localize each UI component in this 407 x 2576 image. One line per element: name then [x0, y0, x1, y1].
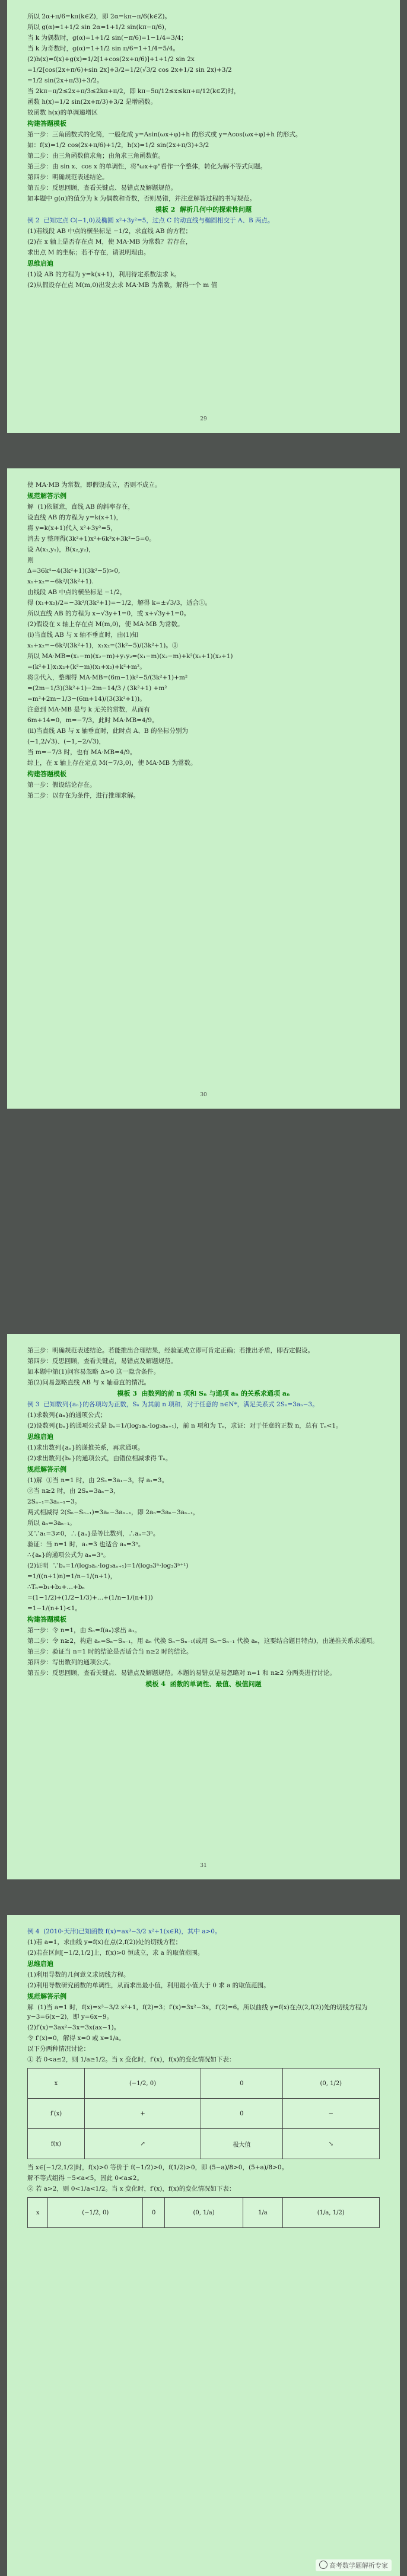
text-line: 验证：当 n=1 时，a₁=3 也适合 aₙ=3ⁿ。 [27, 1541, 145, 1548]
page-number: 29 [200, 416, 207, 422]
text-line: =(1−1/2)+(1/2−1/3)+…+(1/n−1/(n+1)) [27, 1594, 153, 1601]
text-line: 设 A(x₁,y₁)，B(x₂,y₂)， [27, 546, 95, 553]
page-1-body [27, 12, 380, 290]
text-line: (2)证明 ∵bₙ=1/(log₃aₙ·log₃aₙ₊₁)=1/(log₃3ⁿ·log₃3ⁿ⁺¹) [27, 1562, 189, 1569]
text-line: ② 若 a>2，则 0<1/a<1/2。当 x 变化时，f′(x)，f(x)的变化情况如下表： [27, 2185, 236, 2192]
section-heading: 思维启迪 [27, 1960, 53, 1968]
section-heading: 规范解答示例 [27, 492, 66, 500]
page-gap [0, 433, 407, 468]
section-heading: 规范解答示例 [27, 1993, 66, 2000]
text-line: 如：f(x)=1/2 cos(2x+π/6)+1/2，h(x)=1/2 sin(2x+π/3)+3/2 [27, 142, 209, 149]
table-cell: (−1/2, 0) [48, 2198, 143, 2228]
page-number: 30 [200, 1092, 207, 1098]
text-line: 解不等式组得 −5<a<5，因此 0<a≤2。 [27, 2175, 143, 2182]
text-line: 两式相减得 2(Sₙ−Sₙ₋₁)=3aₙ−3aₙ₋₁，即 2aₙ=3aₙ−3aₙ₋₁， [27, 1509, 199, 1516]
text-line: 解 (1)当 a=1 时，f(x)=x³−3/2 x²+1，f(2)=3；f′(x)=3x²−3x，f′(2)=6。所以曲线 y=f(x)在点(2,f(2))处的切线方程为 y−3=6(x−2)，即 y=6x−9。 [27, 2004, 370, 2020]
table-cell: 0 [201, 2069, 282, 2099]
text-line: 第二步：以存在为条件，进行推理求解。 [27, 792, 139, 799]
text-line: (1)求数列{aₙ}的通项公式； [27, 1412, 107, 1419]
document-page-4 [7, 1915, 400, 2576]
text-line: =1/2[cos(2x+π/6)+sin 2x]+3/2=1/2(√3/2 cos 2x+1/2 sin 2x)+3/2 [27, 66, 232, 74]
text-line: =(2m−1/3)(3k²+1)−2m−14/3 / (3k²+1) +m² [27, 685, 167, 692]
text-line: 当 k 为偶数时，g(α)=1+1/2 sin(−π/6)=1−1/4=3/4； [27, 34, 187, 42]
text-line: 所以 MA·MB=(x₁−m)(x₂−m)+y₁y₂=(x₁−m)(x₂−m)+k²(x₁+1)(x₂+1) [27, 653, 233, 660]
text-line: 所以 2α+π/6=kπ(k∈Z)，即 2α=kπ−π/6(k∈Z)。 [27, 13, 171, 20]
text-line: (1)解 ①当 n=1 时，由 2S₁=3a₁−3，得 a₁=3。 [27, 1477, 168, 1484]
table-cell: 0 [143, 2198, 164, 2228]
table-cell: f(x) [28, 2129, 85, 2159]
text-line: (2)若在区间[−1/2,1/2]上，f(x)>0 恒成立，求 a 的取值范围。 [27, 1949, 204, 1956]
text-line: 如本题中第(1)问容易忽略 Δ>0 这一隐含条件。 [27, 1368, 160, 1375]
text-line: 设直线 AB 的方程为 y=k(x+1)， [27, 514, 122, 521]
text-line: x₁+x₂=−6k²/(3k²+1). [27, 578, 94, 585]
section-heading: 构建答题模板 [27, 770, 66, 778]
text-line: =1−1/(n+1)<1。 [27, 1605, 81, 1612]
text-line: 第四步：反思回顾，查看关键点，易错点及解题规范。 [27, 1358, 177, 1365]
text-line: 第三步：明确规范表述结论。若能推出合理结果，经验证成立即可肯定正确；若推出矛盾，即否定假设。 [27, 1347, 314, 1354]
section-heading: 模板 2 解析几何中的探索性问题 [155, 206, 252, 213]
watermark-text: 高考数学题解析专家 [329, 2562, 388, 2569]
text-line: 综上，在 x 轴上存在定点 M(−7/3,0)，使 MA·MB 为常数。 [27, 759, 197, 767]
text-line: (2)利用导数研究函数的单调性，从而求出最小值，利用最小值大于 0 求 a 的取值范围。 [27, 1982, 270, 1989]
table-cell: − [282, 2099, 379, 2129]
text-line: (2)h(x)=f(x)+g(x)=1/2[1+cos(2x+π/6)]+1+1/2 sin 2x [27, 56, 195, 63]
section-heading: 模板 3 由数列的前 n 项和 Sₙ 与通项 aₙ 的关系求通项 aₙ [117, 1390, 290, 1397]
text-line: (−1,2/√3)、(−1,−2/√3)， [27, 738, 105, 745]
text-line: 注意到 MA·MB 是与 k 无关的常数，从而有 [27, 706, 150, 713]
text-line: (1)若 a=1，求曲线 y=f(x)在点(2,f(2))处的切线方程； [27, 1939, 182, 1946]
text-line: (1)求出数列{aₙ}的递推关系，再求通项。 [27, 1444, 144, 1451]
text-line: =1/((n+1)n)=1/n−1/(n+1)， [27, 1573, 117, 1580]
text-line: 将③代入，整理得 MA·MB=(6m−1)k²−5/(3k²+1)+m² [27, 674, 188, 681]
text-line: 得 (x₁+x₂)/2=−3k²/(3k²+1)=−1/2，解得 k=±√3/3，适合①。 [27, 599, 211, 607]
text-line: =1/2 sin(2x+π/3)+3/2。 [27, 77, 103, 84]
table-cell: 极大值 [201, 2129, 282, 2159]
text-line: 所以 aₙ=3aₙ₋₁。 [27, 1520, 76, 1527]
text-line: 例 4 (2010·天津)已知函数 f(x)=ax³−3/2 x²+1(x∈R)，其中 a>0。 [27, 1928, 221, 1935]
text-line: 第四步：明确规范表述结论。 [27, 174, 109, 181]
text-line: 当 2kπ−π/2≤2x+π/3≤2kπ+π/2，即 kπ−5π/12≤x≤kπ+π/12(k∈Z)时， [27, 88, 240, 95]
table-cell: (1/a, 1/2) [282, 2198, 379, 2228]
document-page-3 [7, 1334, 400, 1879]
text-line: ① 若 0<a≤2，则 1/a≥1/2。当 x 变化时，f′(x)，f(x)的变化情况如下表： [27, 2056, 236, 2063]
table-cell: ↘ [282, 2129, 379, 2159]
watermark [316, 2559, 392, 2571]
table-row [28, 2198, 380, 2228]
page-number: 31 [200, 1863, 207, 1869]
document-page-2 [7, 468, 400, 1109]
text-line: (2)f′(x)=3ax²−3x=3x(ax−1)。 [27, 2024, 120, 2031]
text-line: 由线段 AB 中点的横坐标是 −1/2， [27, 589, 126, 596]
text-line: 所以直线 AB 的方程为 x−√3y+1=0，或 x+√3y+1=0。 [27, 610, 190, 617]
text-line: (2)在 x 轴上是否存在点 M，使 MA·MB 为常数？若存在， [27, 238, 192, 245]
section-heading: 模板 4 函数的单调性、最值、极值问题 [145, 1680, 262, 1688]
text-line: 求出点 M 的坐标；若不存在，请说明理由。 [27, 249, 150, 256]
text-line: ∴{aₙ}的通项公式为 aₙ=3ⁿ。 [27, 1552, 110, 1559]
text-line: 第五步：反思回顾，查看关键点、易错点及解题规范。本题的易错点是易忽略对 n=1 和 n≥2 分两类进行讨论。 [27, 1670, 336, 1677]
section-heading: 思维启迪 [27, 260, 53, 267]
page-3-body [27, 1346, 380, 1689]
text-line: 当 x∈[−1/2,1/2]时，f(x)>0 等价于 f(−1/2)>0，f(1/2)>0，即 (5−a)/8>0，(5+a)/8>0。 [27, 2164, 288, 2171]
text-line: 第一步：假设结论存在。 [27, 781, 96, 789]
text-line: 故函数 h(x)的单调递增区 [27, 109, 98, 116]
text-line: 将 y=k(x+1)代入 x²+3y²=5， [27, 525, 117, 532]
text-line: =(k²+1)x₁x₂+(k²−m)(x₁+x₂)+k²+m²。 [27, 663, 146, 671]
text-line: (1)设 AB 的方程为 y=k(x+1)，利用待定系数法求 k。 [27, 271, 181, 278]
text-line: (2)从假设存在点 M(m,0)出发去求 MA·MB 为常数，解得一个 m 值 [27, 282, 218, 289]
table-cell: (0, 1/2) [282, 2069, 379, 2099]
text-line: 如本题中 g(α)的值分为 k 为偶数和奇数，否则易错，并注意解答过程的书写规范。 [27, 195, 256, 202]
text-line: 当 k 为奇数时，g(α)=1+1/2 sin π/6=1+1/4=5/4。 [27, 45, 179, 52]
text-line: 又∵a₁=3≠0，∴{aₙ}是等比数列，∴aₙ=3ⁿ。 [27, 1530, 160, 1537]
text-line: 第二步：令 n≥2，构造 aₙ=Sₙ−Sₙ₋₁，用 aₙ 代换 Sₙ−Sₙ₋₁(或用 Sₙ−Sₙ₋₁ 代换 aₙ，这要结合题目特点)，由递推关系求通项。 [27, 1637, 379, 1645]
page-gap [0, 1879, 407, 1915]
text-line: 2Sₙ₋₁=3aₙ₋₁−3。 [27, 1498, 81, 1505]
text-line: 第五步：反思回顾，查看关键点、易错点及解题规范。 [27, 184, 177, 191]
variation-table-1 [27, 2068, 380, 2159]
table-cell: (0, 1/a) [164, 2198, 243, 2228]
table-cell: x [28, 2069, 85, 2099]
text-line: 例 2 已知定点 C(−1,0)及椭圆 x²+3y²=5，过点 C 的动直线与椭圆相交于 A、B 两点。 [27, 217, 274, 224]
page-4-body-continued [27, 2163, 380, 2194]
document-page-1 [7, 0, 400, 433]
section-heading: 思维启迪 [27, 1433, 53, 1441]
text-line: ∴Tₙ=b₁+b₂+…+bₙ [27, 1584, 85, 1591]
text-line: 所以 g(α)=1+1/2 sin 2α=1+1/2 sin(kπ−π/6)， [27, 24, 171, 31]
table-cell: 0 [201, 2099, 282, 2129]
table-cell: 1/a [243, 2198, 282, 2228]
text-line: 第三步：验证当 n=1 时的结论是否适合当 n≥2 时的结论。 [27, 1648, 193, 1655]
text-line: 则 [27, 557, 34, 564]
text-line: 解 (1)依题意，直线 AB 的斜率存在， [27, 503, 135, 510]
table-cell: + [84, 2099, 201, 2129]
text-line: 第四步：写出数列的通项公式。 [27, 1659, 115, 1666]
text-line: (ⅱ)当直线 AB 与 x 轴垂直时，此时点 A、B 的坐标分别为 [27, 727, 188, 735]
text-line: 第一步：三角函数式的化简，一般化成 y=Asin(ωx+φ)+h 的形式或 y=Acos(ωx+φ)+h 的形式。 [27, 131, 302, 138]
text-line: 函数 h(x)=1/2 sin(2x+π/3)+3/2 是增函数。 [27, 98, 157, 106]
text-line: (2)求出数列{bₙ}的通项公式，由错位相减求得 Tₙ。 [27, 1455, 172, 1462]
section-heading: 构建答题模板 [27, 1616, 66, 1623]
text-line: ②当 n≥2 时，由 2Sₙ=3aₙ−3， [27, 1487, 120, 1495]
table-row [28, 2129, 380, 2159]
variation-table-2 [27, 2197, 380, 2228]
table-cell: x [28, 2198, 48, 2228]
page-4-body [27, 1927, 380, 2064]
table-row [28, 2069, 380, 2099]
section-heading: 规范解答示例 [27, 1466, 66, 1473]
text-line: 当 m=−7/3 时，也有 MA·MB=4/9。 [27, 749, 136, 756]
text-line: Δ=36k⁴−4(3k²+1)(3k²−5)>0, [27, 567, 120, 574]
text-line: (1)若线段 AB 中点的横坐标是 −1/2，求直线 AB 的方程； [27, 228, 192, 235]
table-row [28, 2099, 380, 2129]
wechat-icon [319, 2561, 327, 2569]
text-line: 6m+14=0，m=−7/3，此时 MA·MB=4/9。 [27, 717, 158, 724]
text-line: (2)设数列{bₙ}的通项公式是 bₙ=1/(log₃aₙ·log₃aₙ₊₁)，前 n 项和为 Tₙ，求证：对于任意的正数 n，总有 Tₙ<1。 [27, 1422, 342, 1429]
text-line: =m²+2m−1/3−(6m+14)/(3(3k²+1))。 [27, 695, 146, 703]
text-line: 令 f′(x)=0，解得 x=0 或 x=1/a。 [27, 2035, 125, 2042]
page-gap [0, 1109, 407, 1334]
text-line: 以下分两种情况讨论： [27, 2045, 90, 2052]
table-cell: ↗ [84, 2129, 201, 2159]
text-line: 第一步：令 n=1，由 Sₙ=f(aₙ)求出 a₁。 [27, 1627, 141, 1634]
text-line: (ⅰ)当直线 AB 与 x 轴不垂直时，由(1)知 [27, 631, 138, 639]
page-2-body [27, 480, 380, 800]
text-line: 第二步：由三角函数值求角；由角求三角函数值。 [27, 152, 164, 159]
text-line: 消去 y 整理得(3k²+1)x²+6k²x+3k²−5=0。 [27, 535, 155, 542]
text-line: 例 3 已知数列{aₙ}的各项均为正数，Sₙ 为其前 n 项和，对于任意的 n∈N*，满足关系式 2Sₙ=3aₙ−3。 [27, 1401, 319, 1408]
text-line: 第三步：由 sin x、cos x 的单调性，将"ωx+φ"看作一个整体，转化为解不等式问题。 [27, 163, 267, 170]
text-line: (1)利用导数的几何意义求切线方程。 [27, 1971, 130, 1978]
text-line: 使 MA·MB 为常数，即假设成立，否则不成立。 [27, 481, 161, 489]
text-line: x₁+x₂=−6k²/(3k²+1)，x₁x₂=(3k²−5)/(3k²+1)。③ [27, 642, 179, 649]
text-line: (2)假设在 x 轴上存在点 M(m,0)，使 MA·MB 为常数。 [27, 621, 184, 628]
table-cell: f′(x) [28, 2099, 85, 2129]
text-line: 第(2)问易忽略直线 AB 与 x 轴垂直的情况。 [27, 1379, 150, 1386]
table-cell: (−1/2, 0) [84, 2069, 201, 2099]
section-heading: 构建答题模板 [27, 120, 66, 127]
